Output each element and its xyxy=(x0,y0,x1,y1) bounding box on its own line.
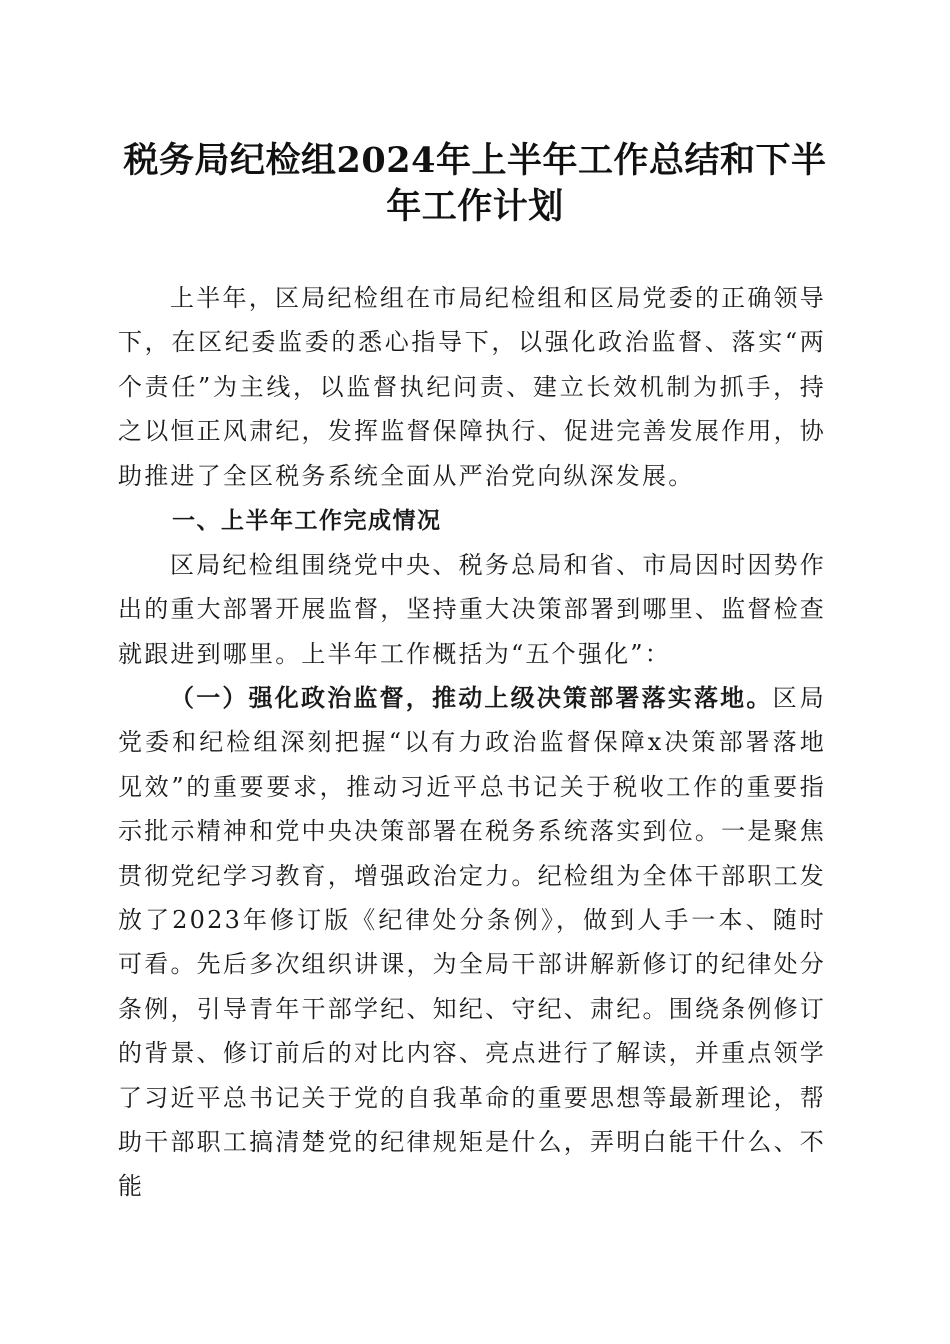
item-1-body: 区局党委和纪检组深刻把握“以有力政治监督保障x决策部署落地见效”的重要要求，推动习近平总书记关于税收工作的重要指示批示精神和党中央决策部署在税务系统落实到位。一是聚焦贯彻党纪学习教育，增强政治定力。纪检组为全体干部职工发放了2023年修订版《纪律处分条例》，做到人手一本、随时可看。先后多次组织讲课，为全局干部讲解新修订的纪律处分条例，引导青年干部学纪、知纪、守纪、肃纪。围绕条例修订的背景、修订前后的对比内容、亮点进行了解读，并重点领学了习近平总书记关于党的自我革命的重要思想等最新理论，帮助干部职工搞清楚党的纪律规矩是什么，弄明白能干什么、不能 xyxy=(118,684,826,1201)
document-title: 税务局纪检组2024年上半年工作总结和下半年工作计划 xyxy=(123,140,827,227)
section-1-paragraph: 区局纪检组围绕党中央、税务总局和省、市局因时因势作出的重大部署开展监督，坚持重大决策部署到哪里、监督检查就跟进到哪里。上半年工作概括为“五个强化”： xyxy=(118,551,826,668)
item-1-lead: （一）强化政治监督，推动上级决策部署落实落地。 xyxy=(170,684,773,712)
intro-paragraph: 上半年，区局纪检组在市局纪检组和区局党委的正确领导下，在区纪委监委的悉心指导下，以强化政治监督、落实“两个责任”为主线，以监督执纪问责、建立长效机制为抓手，持之以恒正风肃纪，发挥监督保障执行、促进完善发展作用，协助推进了全区税务系统全面从严治党向纵深发展。 xyxy=(118,284,826,490)
item-1-paragraph xyxy=(118,676,826,1209)
section-heading-1: 一、上半年工作完成情况 xyxy=(172,508,442,534)
